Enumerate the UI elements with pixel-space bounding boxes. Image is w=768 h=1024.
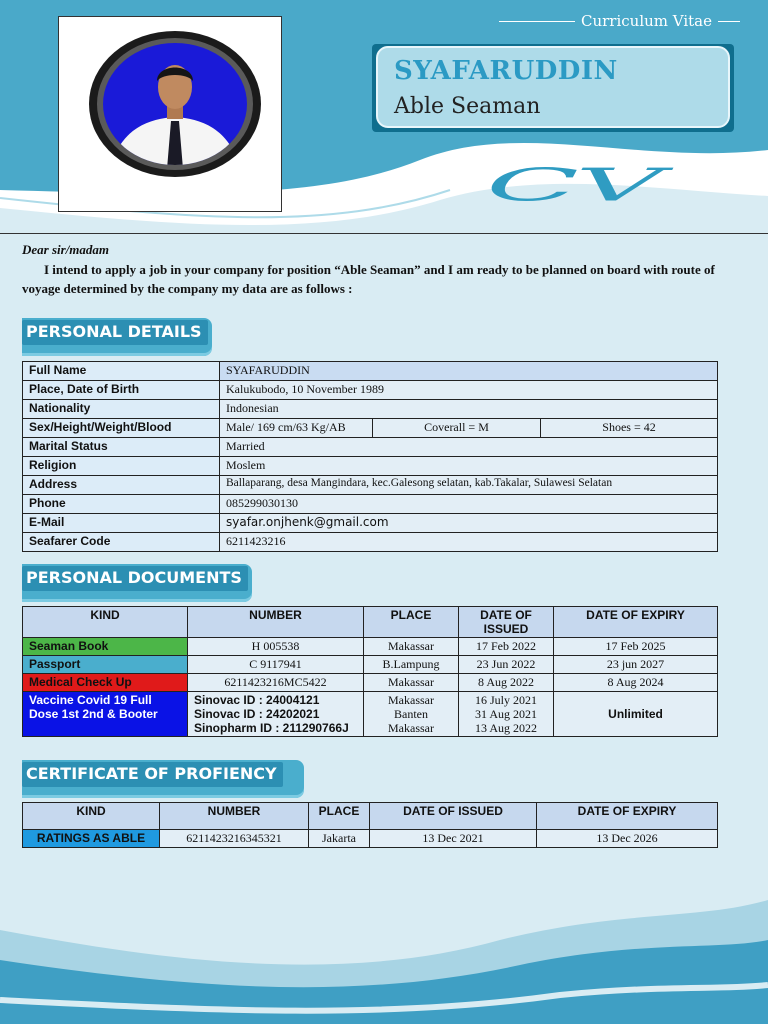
row-value: Married	[220, 438, 718, 457]
section-heading-text: CERTIFICATE OF PROFIENCY	[22, 762, 283, 787]
coverall-size: Coverall = M	[373, 419, 541, 438]
row-label: E-Mail	[23, 514, 220, 533]
doc-issued: 17 Feb 2022	[459, 638, 554, 656]
row-label: Place, Date of Birth	[23, 381, 220, 400]
table-header-row	[23, 607, 718, 638]
row-value: Kalukubodo, 10 November 1989	[220, 381, 718, 400]
doc-expiry: 23 jun 2027	[554, 656, 718, 674]
doc-issued: 23 Jun 2022	[459, 656, 554, 674]
divider-line	[499, 21, 575, 22]
doc-place: Makassar	[364, 674, 459, 692]
cert-place: Jakarta	[309, 830, 370, 848]
section-personal-documents	[22, 564, 252, 602]
table-row	[23, 362, 718, 381]
divider-line	[718, 21, 740, 22]
vaccine-number: Sinopharm ID : 211290766J	[194, 721, 349, 735]
vaccine-number: Sinovac ID : 24202021	[194, 707, 320, 721]
row-label: Seafarer Code	[23, 533, 220, 552]
doc-expiry: 17 Feb 2025	[554, 638, 718, 656]
vaccine-place: Makassar	[388, 721, 434, 735]
column-header: PLACE	[364, 607, 459, 638]
table-row	[23, 457, 718, 476]
profile-photo-frame	[58, 16, 282, 212]
section-heading-text: PERSONAL DOCUMENTS	[22, 566, 248, 591]
doc-kind: Passport	[23, 656, 188, 674]
table-header-row	[23, 803, 718, 830]
section-personal-details	[22, 318, 212, 356]
column-header: NUMBER	[160, 803, 309, 830]
candidate-position: Able Seaman	[394, 94, 541, 119]
column-header: DATE OF EXPIRY	[537, 803, 718, 830]
row-value: SYAFARUDDIN	[220, 362, 718, 381]
cert-kind: RATINGS AS ABLE	[23, 830, 160, 848]
name-banner-inner	[376, 46, 730, 128]
row-label: Full Name	[23, 362, 220, 381]
table-row	[23, 656, 718, 674]
doc-issued	[459, 692, 554, 737]
table-row	[23, 419, 718, 438]
doc-place: Makassar	[364, 638, 459, 656]
doc-place: B.Lampung	[364, 656, 459, 674]
column-header: PLACE	[309, 803, 370, 830]
vaccine-place: Makassar	[388, 693, 434, 707]
shoe-size: Shoes = 42	[541, 419, 718, 438]
doc-number: C 9117941	[188, 656, 364, 674]
cert-expiry: 13 Dec 2026	[537, 830, 718, 848]
cert-number: 6211423216345321	[160, 830, 309, 848]
column-header: DATE OF EXPIRY	[554, 607, 718, 638]
row-value: Male/ 169 cm/63 Kg/AB	[220, 419, 373, 438]
section-certificate	[22, 760, 304, 798]
profile-photo	[87, 29, 263, 179]
doc-expiry: Unlimited	[554, 692, 718, 737]
row-value: 085299030130	[220, 495, 718, 514]
personal-documents-table	[22, 606, 718, 737]
vaccine-kind-line: Vaccine Covid 19 Full	[29, 693, 152, 707]
doc-number	[188, 692, 364, 737]
row-value: 6211423216	[220, 533, 718, 552]
curriculum-vitae-label	[499, 12, 740, 30]
table-row	[23, 830, 718, 848]
column-header: DATE OF ISSUED	[370, 803, 537, 830]
row-value: Ballaparang, desa Mangindara, kec.Galesong selatan, kab.Takalar, Sulawesi Selatan	[220, 476, 718, 495]
column-header: DATE OF ISSUED	[459, 607, 554, 638]
intro-paragraph: I intend to apply a job in your company for position “Able Seaman” and I am ready to be planned on board with route of voyage determined by the company my data are as follows :	[22, 262, 715, 296]
vaccine-issued: 16 July 2021	[474, 693, 537, 707]
doc-place	[364, 692, 459, 737]
table-row	[23, 638, 718, 656]
doc-expiry: 8 Aug 2024	[554, 674, 718, 692]
table-row	[23, 400, 718, 419]
table-row	[23, 514, 718, 533]
vaccine-kind-line: Dose 1st 2nd & Booter	[29, 707, 158, 721]
header-label-text: Curriculum Vitae	[580, 12, 712, 30]
row-value: Indonesian	[220, 400, 718, 419]
column-header: KIND	[23, 803, 160, 830]
vaccine-number: Sinovac ID : 24004121	[194, 693, 320, 707]
table-row	[23, 476, 718, 495]
doc-number: 6211423216MC5422	[188, 674, 364, 692]
cv-logo: CV	[486, 160, 660, 212]
candidate-name: SYAFARUDDIN	[394, 56, 618, 86]
vaccine-issued: 31 Aug 2021	[474, 707, 537, 721]
table-row	[23, 495, 718, 514]
row-label: Phone	[23, 495, 220, 514]
greeting: Dear sir/madam	[22, 242, 110, 257]
row-label: Nationality	[23, 400, 220, 419]
doc-number: H 005538	[188, 638, 364, 656]
table-row	[23, 674, 718, 692]
certificate-table	[22, 802, 718, 848]
table-row	[23, 533, 718, 552]
row-label: Religion	[23, 457, 220, 476]
row-value: Moslem	[220, 457, 718, 476]
section-heading-text: PERSONAL DETAILS	[22, 320, 208, 345]
doc-kind	[23, 692, 188, 737]
name-banner	[372, 44, 734, 132]
row-label: Sex/Height/Weight/Blood	[23, 419, 220, 438]
column-header: KIND	[23, 607, 188, 638]
row-label: Address	[23, 476, 220, 495]
table-row	[23, 381, 718, 400]
doc-kind: Seaman Book	[23, 638, 188, 656]
column-header: NUMBER	[188, 607, 364, 638]
vaccine-place: Banten	[394, 707, 428, 721]
doc-kind: Medical Check Up	[23, 674, 188, 692]
vaccine-issued: 13 Aug 2022	[474, 721, 537, 735]
doc-issued: 8 Aug 2022	[459, 674, 554, 692]
email-link[interactable]: syafar.onjhenk@gmail.com	[220, 514, 718, 533]
table-row	[23, 692, 718, 737]
table-row	[23, 438, 718, 457]
cert-issued: 13 Dec 2021	[370, 830, 537, 848]
row-label: Marital Status	[23, 438, 220, 457]
personal-details-table	[22, 361, 718, 552]
